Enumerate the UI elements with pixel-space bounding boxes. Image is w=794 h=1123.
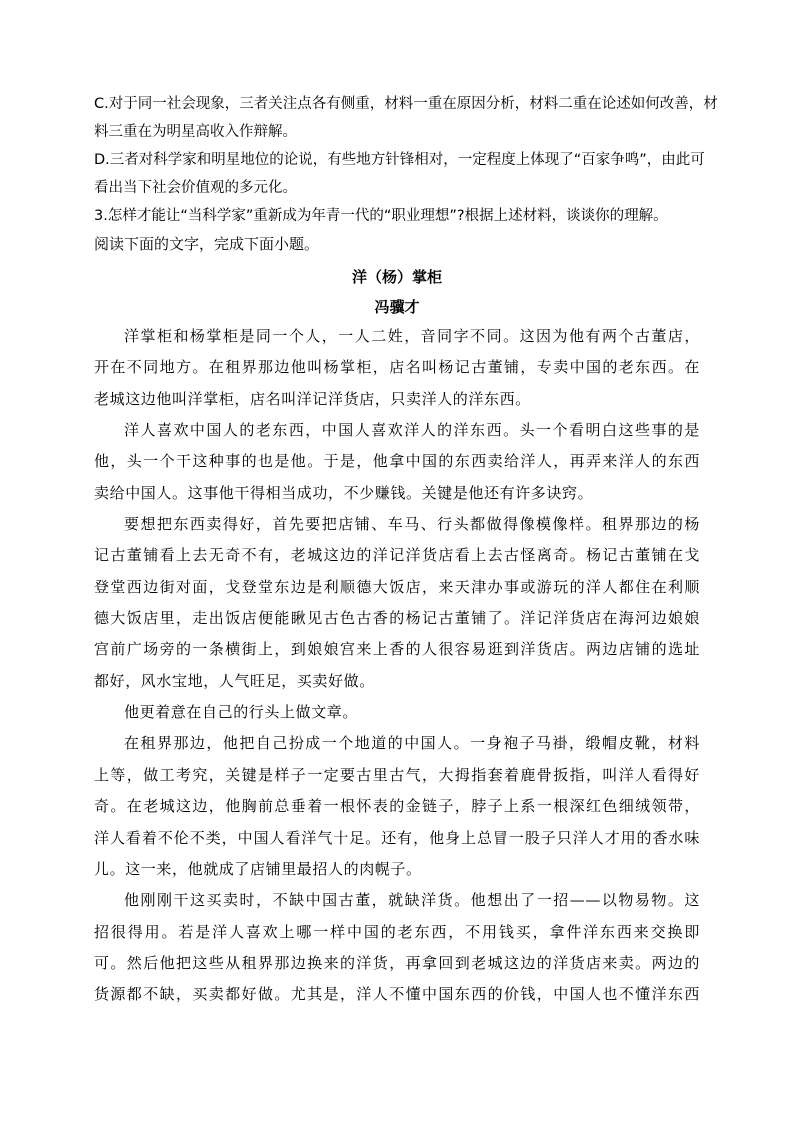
story-line: 洋人喜欢中国人的老东西，中国人喜欢洋人的洋东西。头一个看明白这些事的是	[124, 421, 700, 440]
story-line: 要想把东西卖得好，首先要把店铺、车马、行头都做得像模像样。租界那边的杨	[124, 515, 700, 534]
reading-instruction: 阅读下面的文字，完成下面小题。	[94, 235, 320, 253]
story-line: 他，头一个干这种事的也是他。于是，他拿中国的东西卖给洋人，再弄来洋人的东西	[94, 452, 700, 471]
article-body	[94, 321, 700, 1011]
option-d-line-2: 看出当下社会价值观的多元化。	[94, 180, 297, 196]
story-line: 洋人看着不伦不类，中国人看洋气十足。还有，他身上总冒一股子只洋人才用的香水味	[94, 828, 700, 847]
option-c-line-1: C.对于同一社会现象，三者关注点各有侧重，材料一重在原因分析，材料二重在论述如何改善，材	[94, 96, 718, 112]
story-line: 他更着意在自己的行头上做文章。	[124, 703, 359, 722]
story-line: 登堂西边街对面，戈登堂东边是利顺德大饭店，来天津办事或游玩的洋人都住在利顺	[94, 577, 700, 596]
story-line: 奇。在老城这边，他胸前总垂着一根怀表的金链子，脖子上系一根深红色细绒领带，	[94, 797, 700, 816]
story-line: 开在不同地方。在租界那边他叫杨掌柜，店名叫杨记古董铺，专卖中国的老东西。在	[94, 358, 700, 377]
story-line: 德大饭店里，走出饭店便能瞅见古色古香的杨记古董铺了。洋记洋货店在海河边娘娘	[94, 609, 700, 628]
question-3: 3.怎样才能让“当科学家”重新成为年青一代的“职业理想”?根据上述材料，谈谈你的理解。	[94, 208, 668, 224]
story-line: 洋掌柜和杨掌柜是同一个人，一人二姓，音同字不同。这因为他有两个古董店，	[124, 327, 700, 345]
story-line: 货源都不缺，买卖都好做。尤其是，洋人不懂中国东西的价钱，中国人也不懂洋东西	[94, 985, 700, 1004]
story-line: 记古董铺看上去无奇不有，老城这边的洋记洋货店看上去古怪离奇。杨记古董铺在戈	[94, 546, 700, 565]
option-d-line-1: D.三者对科学家和明星地位的论说，有些地方针锋相对，一定程度上体现了“百家争鸣”，由此可	[94, 152, 705, 168]
story-line: 老城这边他叫洋掌柜，店名叫洋记洋货店，只卖洋人的洋东西。	[94, 389, 531, 408]
story-line: 招很得用。若是洋人喜欢上哪一样中国的老东西，不用钱买，拿件洋东西来交换即	[94, 922, 700, 941]
story-line: 儿。这一来，他就成了店铺里最招人的肉幌子。	[94, 859, 422, 878]
story-line: 可。然后他把这些从租界那边换来的洋货，再拿回到老城这边的洋货店来卖。两边的	[94, 953, 700, 972]
story-line: 上等，做工考究，关键是样子一定要古里古气，大拇指套着鹿骨扳指，叫洋人看得好	[94, 765, 700, 784]
story-line: 在租界那边，他把自己扮成一个地道的中国人。一身袍子马褂，缎帽皮靴，材料	[124, 734, 700, 753]
article-title: 洋（杨）掌柜	[351, 268, 442, 286]
story-line: 都好，风水宝地，人气旺足，买卖好做。	[94, 671, 375, 690]
story-line: 他刚刚干这买卖时，不缺中国古董，就缺洋货。他想出了一招——以物易物。这	[124, 891, 700, 910]
article-author: 冯骥才	[374, 298, 420, 316]
story-line: 卖给中国人。这事他干得相当成功，不少赚钱。关键是他还有许多诀窍。	[94, 483, 594, 502]
story-line: 宫前广场旁的一条横街上，到娘娘宫来上香的人很容易逛到洋货店。两边店铺的选址	[94, 640, 700, 659]
option-c-line-2: 料三重在为明星高收入作辩解。	[94, 124, 297, 140]
